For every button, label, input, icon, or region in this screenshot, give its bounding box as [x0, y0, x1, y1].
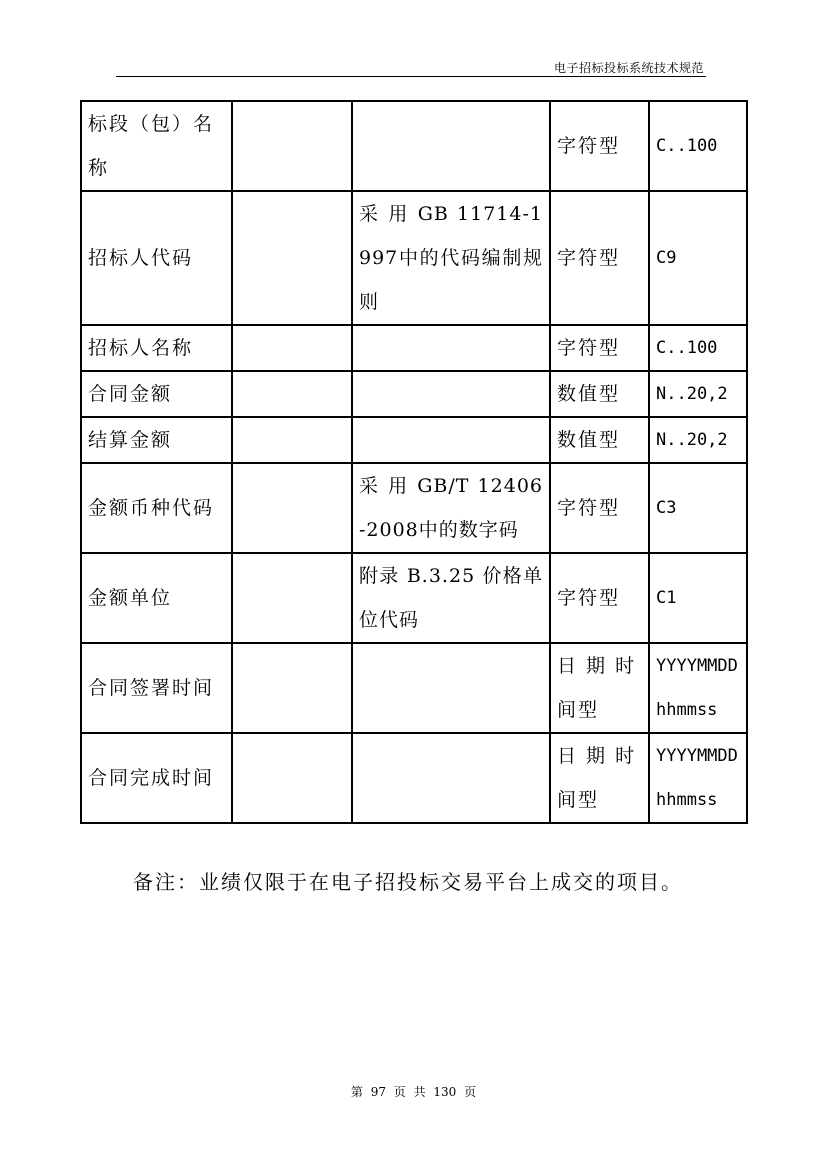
table-row	[81, 325, 747, 371]
table-row	[81, 463, 747, 553]
cell-type: 字符型	[550, 325, 649, 371]
cell-format: C1	[649, 553, 747, 643]
header-rule	[116, 76, 706, 77]
cell-format: N..20,2	[649, 371, 747, 417]
cell-desc	[232, 463, 352, 553]
cell-desc	[232, 101, 352, 191]
cell-format: C..100	[649, 325, 747, 371]
cell-type: 字符型	[550, 191, 649, 325]
cell-name: 合同签署时间	[81, 643, 232, 733]
cell-type: 字符型	[550, 553, 649, 643]
cell-rule	[352, 371, 550, 417]
cell-rule	[352, 417, 550, 463]
cell-format: YYYYMMDDhhmmss	[649, 643, 747, 733]
cell-type: 数值型	[550, 417, 649, 463]
cell-rule: 采 用 GB 11714-1997中的代码编制规则	[352, 191, 550, 325]
table-row	[81, 191, 747, 325]
cell-desc	[232, 417, 352, 463]
table-row	[81, 101, 747, 191]
table-row	[81, 643, 747, 733]
cell-type: 日 期 时 间型	[550, 643, 649, 733]
data-element-table	[80, 100, 748, 824]
cell-name: 标段（包）名称	[81, 101, 232, 191]
cell-type: 字符型	[550, 101, 649, 191]
cell-rule: 采 用 GB/T 12406-2008中的数字码	[352, 463, 550, 553]
cell-desc	[232, 371, 352, 417]
cell-desc	[232, 733, 352, 823]
cell-name: 结算金额	[81, 417, 232, 463]
table-note: 备注：业绩仅限于在电子招投标交易平台上成交的项目。	[133, 870, 683, 894]
cell-name: 合同完成时间	[81, 733, 232, 823]
cell-format: C9	[649, 191, 747, 325]
cell-rule: 附录 B.3.25 价格单位代码	[352, 553, 550, 643]
cell-rule	[352, 101, 550, 191]
cell-rule	[352, 643, 550, 733]
table-row	[81, 417, 747, 463]
cell-name: 金额币种代码	[81, 463, 232, 553]
cell-rule	[352, 733, 550, 823]
cell-format: C3	[649, 463, 747, 553]
cell-name: 金额单位	[81, 553, 232, 643]
table-row	[81, 553, 747, 643]
cell-format: C..100	[649, 101, 747, 191]
running-header-title: 电子招标投标系统技术规范	[553, 61, 704, 75]
cell-desc	[232, 553, 352, 643]
page-number: 第 97 页 共 130 页	[350, 1085, 477, 1099]
table-row	[81, 371, 747, 417]
cell-type: 字符型	[550, 463, 649, 553]
cell-name: 招标人名称	[81, 325, 232, 371]
cell-desc	[232, 191, 352, 325]
cell-format: YYYYMMDDhhmmss	[649, 733, 747, 823]
table-row	[81, 733, 747, 823]
cell-rule	[352, 325, 550, 371]
cell-desc	[232, 325, 352, 371]
cell-name: 招标人代码	[81, 191, 232, 325]
cell-desc	[232, 643, 352, 733]
cell-format: N..20,2	[649, 417, 747, 463]
cell-type: 数值型	[550, 371, 649, 417]
cell-type: 日 期 时 间型	[550, 733, 649, 823]
cell-name: 合同金额	[81, 371, 232, 417]
